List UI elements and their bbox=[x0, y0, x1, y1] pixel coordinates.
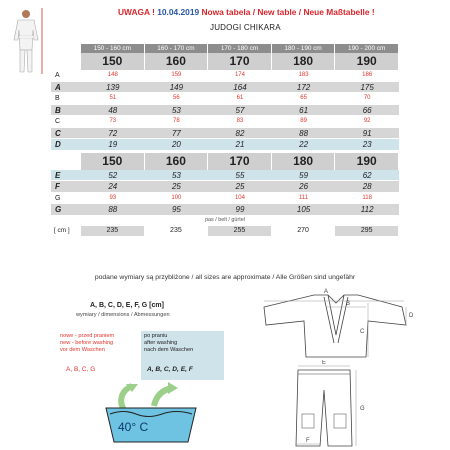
table-cell: 83 bbox=[236, 118, 244, 124]
belt-row bbox=[51, 226, 399, 236]
before-line: new - before washing bbox=[60, 340, 114, 347]
row-label: A bbox=[55, 72, 60, 79]
table-cell: 57 bbox=[235, 105, 245, 115]
top-rows bbox=[51, 70, 399, 151]
table-row bbox=[51, 105, 399, 117]
table-cell: 25 bbox=[235, 182, 245, 191]
range-cell: 160 - 170 cm bbox=[145, 44, 209, 53]
table-cell: 70 bbox=[363, 95, 371, 101]
after-line: after washing bbox=[144, 340, 178, 347]
belt-caption: pas / belt / gürtel bbox=[51, 216, 399, 225]
temperature-label: 40° C bbox=[118, 420, 149, 434]
pants-diagram-icon bbox=[282, 360, 382, 448]
table-cell: 82 bbox=[235, 128, 245, 138]
table-cell: 118 bbox=[362, 194, 372, 201]
row-label: A bbox=[55, 82, 61, 92]
size-cell: 170 bbox=[208, 53, 272, 70]
range-cell: 190 - 200 cm bbox=[335, 44, 399, 53]
table-cell: 104 bbox=[234, 194, 245, 201]
size-cell: 180 bbox=[272, 153, 336, 170]
legend-subtitle: wymiary / dimensions / Abmessungen bbox=[76, 312, 170, 318]
table-row bbox=[51, 82, 399, 94]
new-table-en: New table bbox=[257, 7, 297, 17]
approximate-note: podane wymiary są przybliżone / all sizes are approximate / Alle Größen sind ungefähr bbox=[94, 274, 356, 281]
diagram-letter-b: B bbox=[346, 301, 351, 307]
table-cell: 55 bbox=[235, 170, 245, 180]
row-label: G bbox=[55, 205, 62, 214]
table-cell: 88 bbox=[299, 128, 309, 138]
belt-cell: 235 bbox=[145, 226, 209, 236]
table-cell: 111 bbox=[299, 194, 309, 201]
row-label: B bbox=[55, 95, 60, 102]
before-washing-box bbox=[57, 331, 141, 380]
table-cell: 172 bbox=[296, 82, 311, 92]
before-letters: A, B, C, G bbox=[66, 366, 96, 373]
table-cell: 25 bbox=[171, 182, 181, 191]
size-cell: 150 bbox=[81, 153, 145, 170]
table-cell: 21 bbox=[235, 140, 245, 149]
size-cell: 180 bbox=[272, 53, 336, 70]
height-range-row bbox=[81, 44, 399, 53]
legend-title: A, B, C, D, E, F, G [cm] bbox=[90, 302, 164, 309]
size-cell: 170 bbox=[208, 153, 272, 170]
belt-cell: 235 bbox=[81, 226, 145, 236]
table-cell: 139 bbox=[106, 82, 120, 92]
table-cell: 22 bbox=[299, 140, 309, 149]
table-row bbox=[51, 93, 399, 105]
table-cell: 93 bbox=[109, 194, 117, 201]
table-cell: 105 bbox=[296, 205, 311, 214]
table-cell: 148 bbox=[107, 72, 118, 78]
size-cell: 190 bbox=[335, 53, 399, 70]
washing-tub-icon bbox=[96, 376, 206, 446]
table-cell: 164 bbox=[233, 82, 247, 92]
new-table-de: Neue Maßtabelle ! bbox=[303, 7, 375, 17]
table-cell: 183 bbox=[298, 72, 309, 78]
table-cell: 62 bbox=[362, 170, 372, 180]
diagram-letter-d: D bbox=[409, 313, 414, 319]
range-cell: 180 - 190 cm bbox=[272, 44, 336, 53]
table-cell: 159 bbox=[171, 72, 182, 78]
range-cell: 150 - 160 cm bbox=[81, 44, 145, 53]
table-cell: 59 bbox=[299, 170, 309, 180]
table-cell: 112 bbox=[360, 205, 374, 214]
table-cell: 91 bbox=[362, 128, 372, 138]
size-cell: 160 bbox=[145, 153, 209, 170]
size-header-row-2 bbox=[81, 153, 399, 170]
belt-cell: 270 bbox=[272, 226, 336, 236]
table-cell: 65 bbox=[300, 95, 307, 101]
row-label: C bbox=[55, 128, 61, 138]
belt-cell: 255 bbox=[208, 226, 272, 236]
after-letters: A, B, C, D, E, F bbox=[147, 366, 193, 373]
row-label: D bbox=[55, 140, 61, 149]
table-cell: 26 bbox=[299, 182, 309, 191]
table-row bbox=[51, 70, 399, 82]
table-row bbox=[51, 181, 399, 193]
after-line: nach dem Waschen bbox=[144, 347, 194, 354]
table-cell: 186 bbox=[362, 72, 373, 78]
table-cell: 53 bbox=[171, 170, 181, 180]
date-text: 10.04.2019 bbox=[157, 7, 200, 17]
before-line: nowe - przed praniem bbox=[60, 333, 115, 339]
table-cell: 28 bbox=[362, 182, 372, 191]
table-cell: 56 bbox=[173, 95, 180, 101]
table-cell: 88 bbox=[108, 205, 118, 214]
size-cell: 190 bbox=[335, 153, 399, 170]
before-line: vor dem Waschen bbox=[60, 347, 105, 354]
row-label: B bbox=[55, 105, 61, 115]
after-line: po praniu bbox=[144, 333, 168, 339]
table-cell: 53 bbox=[171, 105, 181, 115]
judoka-figure-icon bbox=[8, 6, 50, 76]
size-cell: 150 bbox=[81, 53, 145, 70]
warning-text: UWAGA ! bbox=[118, 7, 155, 17]
diagram-letter-g: G bbox=[360, 406, 365, 412]
table-cell: 66 bbox=[362, 105, 372, 115]
table-row bbox=[51, 116, 399, 128]
table-cell: 100 bbox=[171, 194, 182, 201]
after-washing-box bbox=[141, 331, 224, 380]
size-cell: 160 bbox=[145, 53, 209, 70]
table-cell: 175 bbox=[360, 82, 374, 92]
row-label: F bbox=[55, 182, 60, 191]
table-cell: 51 bbox=[109, 95, 117, 101]
belt-unit-label: [ cm ] bbox=[54, 226, 70, 234]
table-cell: 78 bbox=[173, 118, 180, 124]
table-cell: 24 bbox=[108, 182, 118, 191]
table-cell: 52 bbox=[108, 170, 118, 180]
jacket-diagram-icon bbox=[256, 285, 416, 365]
table-cell: 95 bbox=[171, 205, 181, 214]
table-row bbox=[51, 139, 399, 151]
table-cell: 23 bbox=[362, 140, 372, 149]
table-row bbox=[51, 128, 399, 140]
table-cell: 174 bbox=[234, 72, 245, 78]
row-label: E bbox=[55, 170, 61, 180]
table-cell: 149 bbox=[169, 82, 184, 92]
table-cell: 92 bbox=[363, 118, 371, 124]
table-cell: 73 bbox=[109, 118, 117, 124]
size-table bbox=[51, 44, 399, 236]
table-cell: 89 bbox=[300, 118, 307, 124]
range-cell: 170 - 180 cm bbox=[208, 44, 272, 53]
new-table-pl: Nowa tabela bbox=[201, 7, 251, 17]
table-cell: 61 bbox=[299, 105, 309, 115]
diagram-letter-a: A bbox=[324, 289, 329, 295]
bottom-rows bbox=[51, 170, 399, 216]
header-title: UWAGA ! 10.04.2019 Nowa tabela / New table / Neue Maßtabelle ! bbox=[118, 7, 375, 17]
size-header-row bbox=[81, 53, 399, 70]
table-cell: 61 bbox=[236, 95, 244, 101]
table-cell: 19 bbox=[108, 140, 118, 149]
table-row bbox=[51, 193, 399, 205]
table-cell: 20 bbox=[171, 140, 181, 149]
page-subtitle: JUDOGI CHIKARA bbox=[210, 23, 281, 32]
row-label: C bbox=[55, 118, 61, 125]
row-label: G bbox=[55, 194, 61, 202]
diagram-letter-e: E bbox=[322, 360, 327, 366]
table-row bbox=[51, 204, 399, 216]
table-cell: 77 bbox=[171, 128, 181, 138]
table-row bbox=[51, 170, 399, 182]
table-cell: 99 bbox=[235, 205, 245, 214]
diagram-letter-c: C bbox=[360, 329, 365, 335]
diagram-letter-f: F bbox=[306, 438, 310, 444]
table-cell: 48 bbox=[108, 105, 118, 115]
table-cell: 72 bbox=[108, 128, 118, 138]
belt-cell: 295 bbox=[335, 226, 399, 236]
